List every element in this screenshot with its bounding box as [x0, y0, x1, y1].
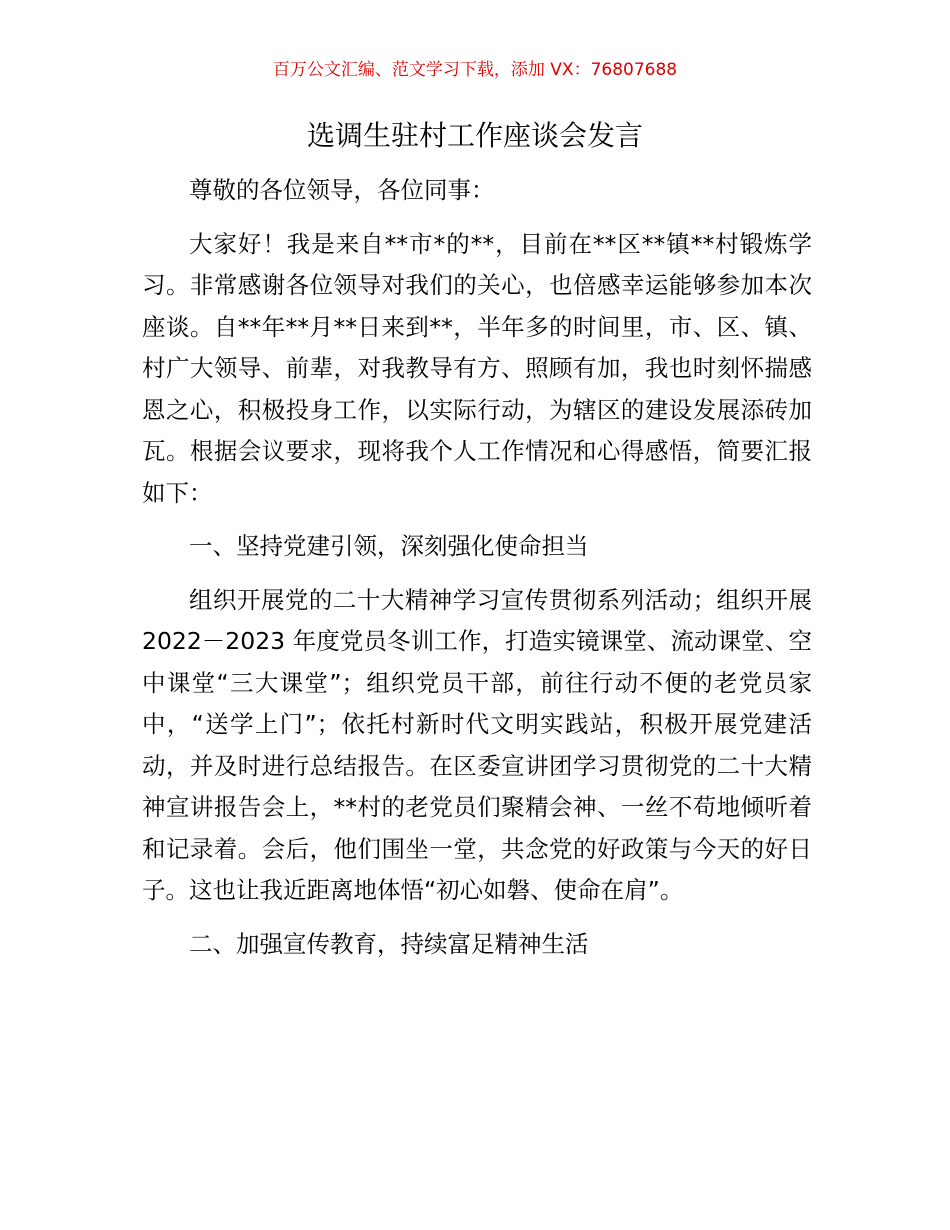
document-title: 选调生驻村工作座谈会发言 — [306, 119, 643, 152]
document-body — [142, 170, 812, 977]
header-watermark: 百万公文汇编、范文学习下载，添加 VX：76807688 — [272, 60, 678, 80]
section-heading-2: 二、加强宣传教育，持续富足精神生活 — [189, 929, 589, 958]
section-1-paragraph: 组织开展党的二十大精神学习宣传贯彻系列活动；组织开展 2022－2023 年度党员冬训工作，打造实镜课堂、流动课堂、空中课堂“三大课堂”；组织党员干部，前往行动不便的老党员家中，“送学上门”；依托村新时代文明实践站，积极开展党建活动，并及时进行总结报告。在区委宣讲团学习贯彻党的二十大精神宣讲报告会上，**村的老党员们聚精会神、一丝不苟地倾听着和记录着。会后，他们围坐一堂，共念党的好政策与今天的好日子。这也让我近距离地体悟“初心如磐、使命在肩”。 — [142, 585, 812, 904]
section-heading-1: 一、坚持党建引领，深刻强化使命担当 — [189, 532, 589, 560]
intro-paragraph: 大家好！我是来自**市*的**，目前在**区**镇**村锻炼学习。非常感谢各位领导对我们的关心，也倍感幸运能够参加本次座谈。自**年**月**日来到**，半年多的时间里，市、区、镇、村广大领导、前辈，对我教导有方、照顾有加，我也时刻怀揣感恩之心，积极投身工作，以实际行动，为辖区的建设发展添砖加瓦。根据会议要求，现将我个人工作情况和心得感悟，简要汇报如下： — [142, 229, 812, 507]
salutation: 尊敬的各位领导，各位同事： — [189, 176, 495, 204]
